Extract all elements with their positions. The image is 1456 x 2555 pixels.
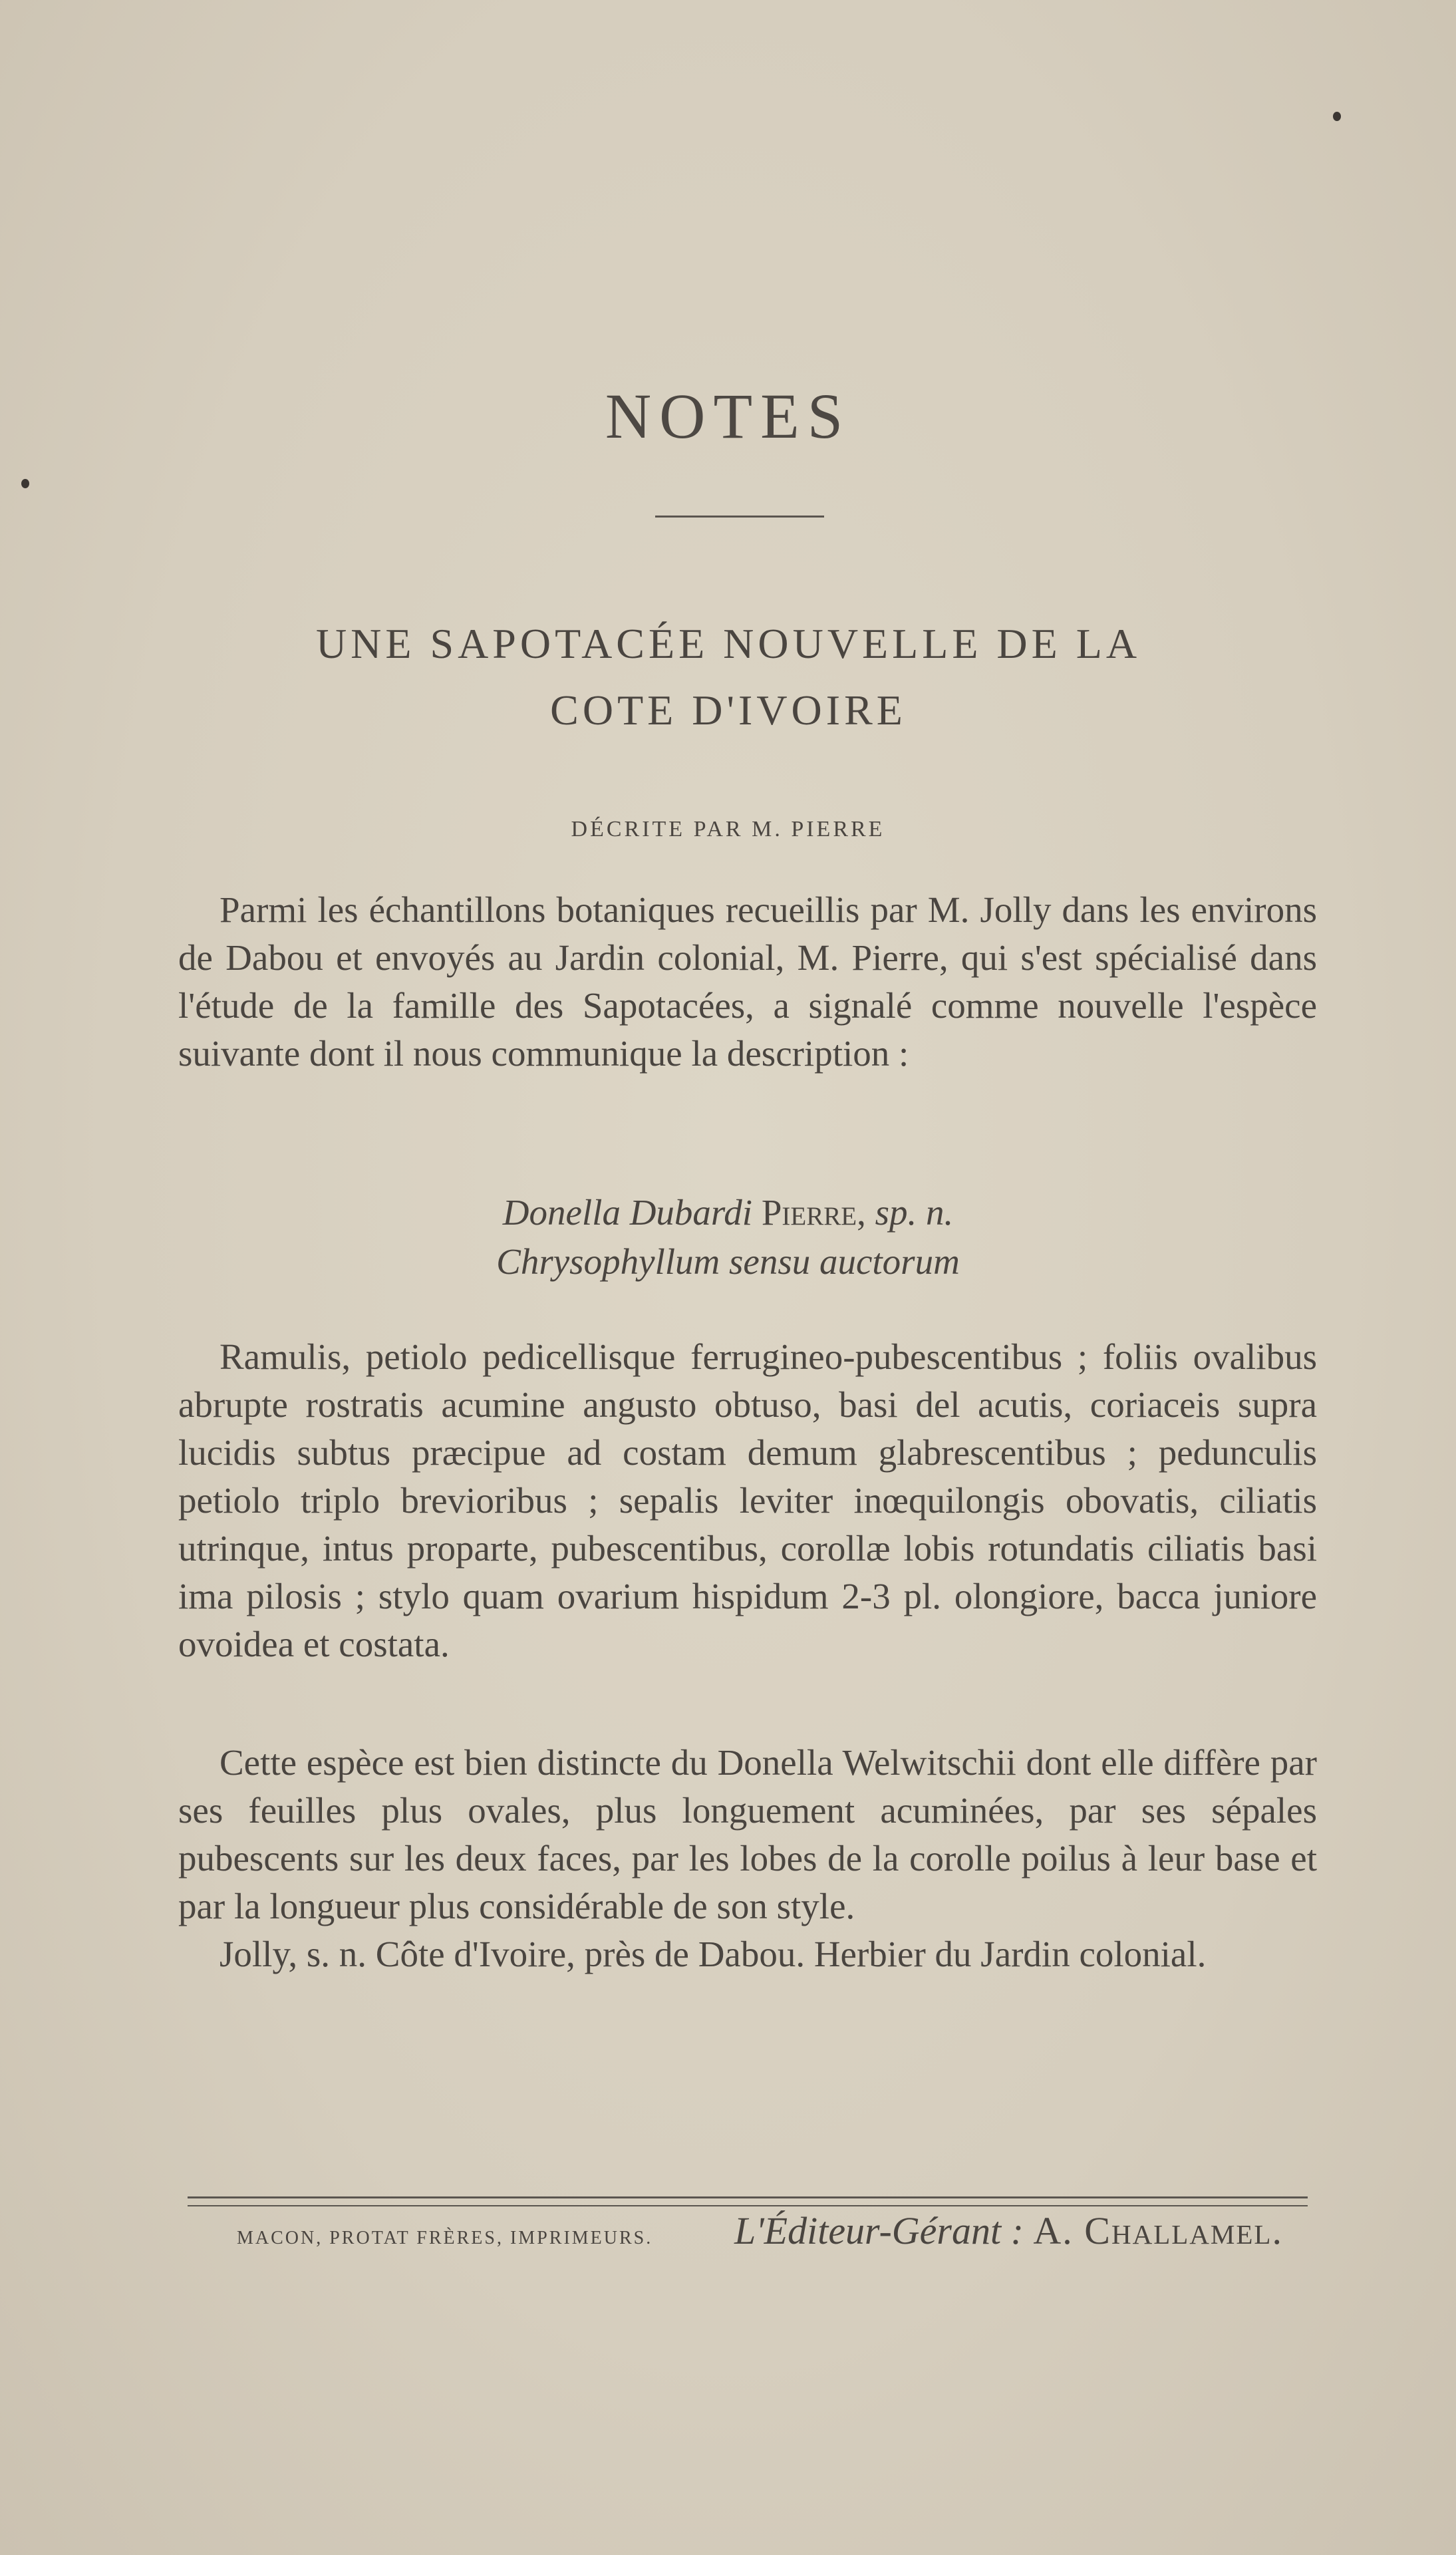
species-heading xyxy=(0,1188,1456,1286)
ink-speck xyxy=(1333,112,1341,121)
article-title-line: UNE SAPOTACÉE NOUVELLE DE LA xyxy=(315,620,1141,667)
latin-diagnosis xyxy=(178,1333,1317,1668)
ink-speck xyxy=(21,479,29,488)
remarks-paragraph: Cette espèce est bien distincte du Donella Welwitschii dont elle diffère par ses feuilles plus ovales, plus longuement acuminées, par ses sépales pubescents sur les deux faces, par les lobes de la corolle poilus à leur base et par la longueur plus considérable de son style. xyxy=(178,1742,1317,1926)
specimen-citation: Jolly, s. n. Côte d'Ivoire, près de Dabou. Herbier du Jardin colonial. xyxy=(219,1934,1207,1974)
diagnosis-text: Ramulis, petiolo pedicellisque ferrugineo-pubescentibus ; foliis ovalibus abrupte rostratis acumine angusto obtuso, basi del acutis, coriaceis supra lucidis subtus præcipue ad costam demum glabrescentibus ; pedunculis petiolo triplo brevioribus ; sepalis leviter inœquilongis obovatis, ciliatis utrinque, intus proparte, pubescentibus, corollæ lobis rotundatis ciliatis basi ima pilosis ; stylo quam ovarium hispidum 2-3 pl. olongiore, bacca juniore ovoidea et costata. xyxy=(178,1336,1317,1664)
intro-paragraph xyxy=(178,886,1317,1078)
species-status: sp. n. xyxy=(875,1192,954,1233)
intro-text: Parmi les échantillons botaniques recueillis par M. Jolly dans les environs de Dabou et envoyés au Jardin colonial, M. Pierre, qui s'est spécialisé dans l'étude de la famille des Sapotacées, a signalé comme nouvelle l'espèce suivante dont il nous communique la description : xyxy=(178,889,1317,1074)
editor-credit xyxy=(734,2208,1283,2253)
remarks xyxy=(178,1739,1317,1978)
editor-label: L'Éditeur-Gérant : xyxy=(734,2209,1024,2252)
section-heading: NOTES xyxy=(605,380,851,452)
species-author: Pierre, xyxy=(761,1192,866,1233)
heading-rule xyxy=(655,516,824,518)
article-title xyxy=(166,611,1290,744)
species-name: Donella Dubardi xyxy=(502,1192,753,1233)
species-line xyxy=(0,1188,1456,1237)
printer-imprint: MACON, PROTAT FRÈRES, IMPRIMEURS. xyxy=(237,2228,653,2248)
article-title-line: COTE D'IVOIRE xyxy=(550,686,907,734)
byline: DÉCRITE PAR M. PIERRE xyxy=(571,817,885,841)
species-synonym: Chrysophyllum sensu auctorum xyxy=(496,1241,960,1282)
footer-rule xyxy=(188,2196,1308,2206)
editor-name: A. Challamel. xyxy=(1033,2209,1283,2252)
